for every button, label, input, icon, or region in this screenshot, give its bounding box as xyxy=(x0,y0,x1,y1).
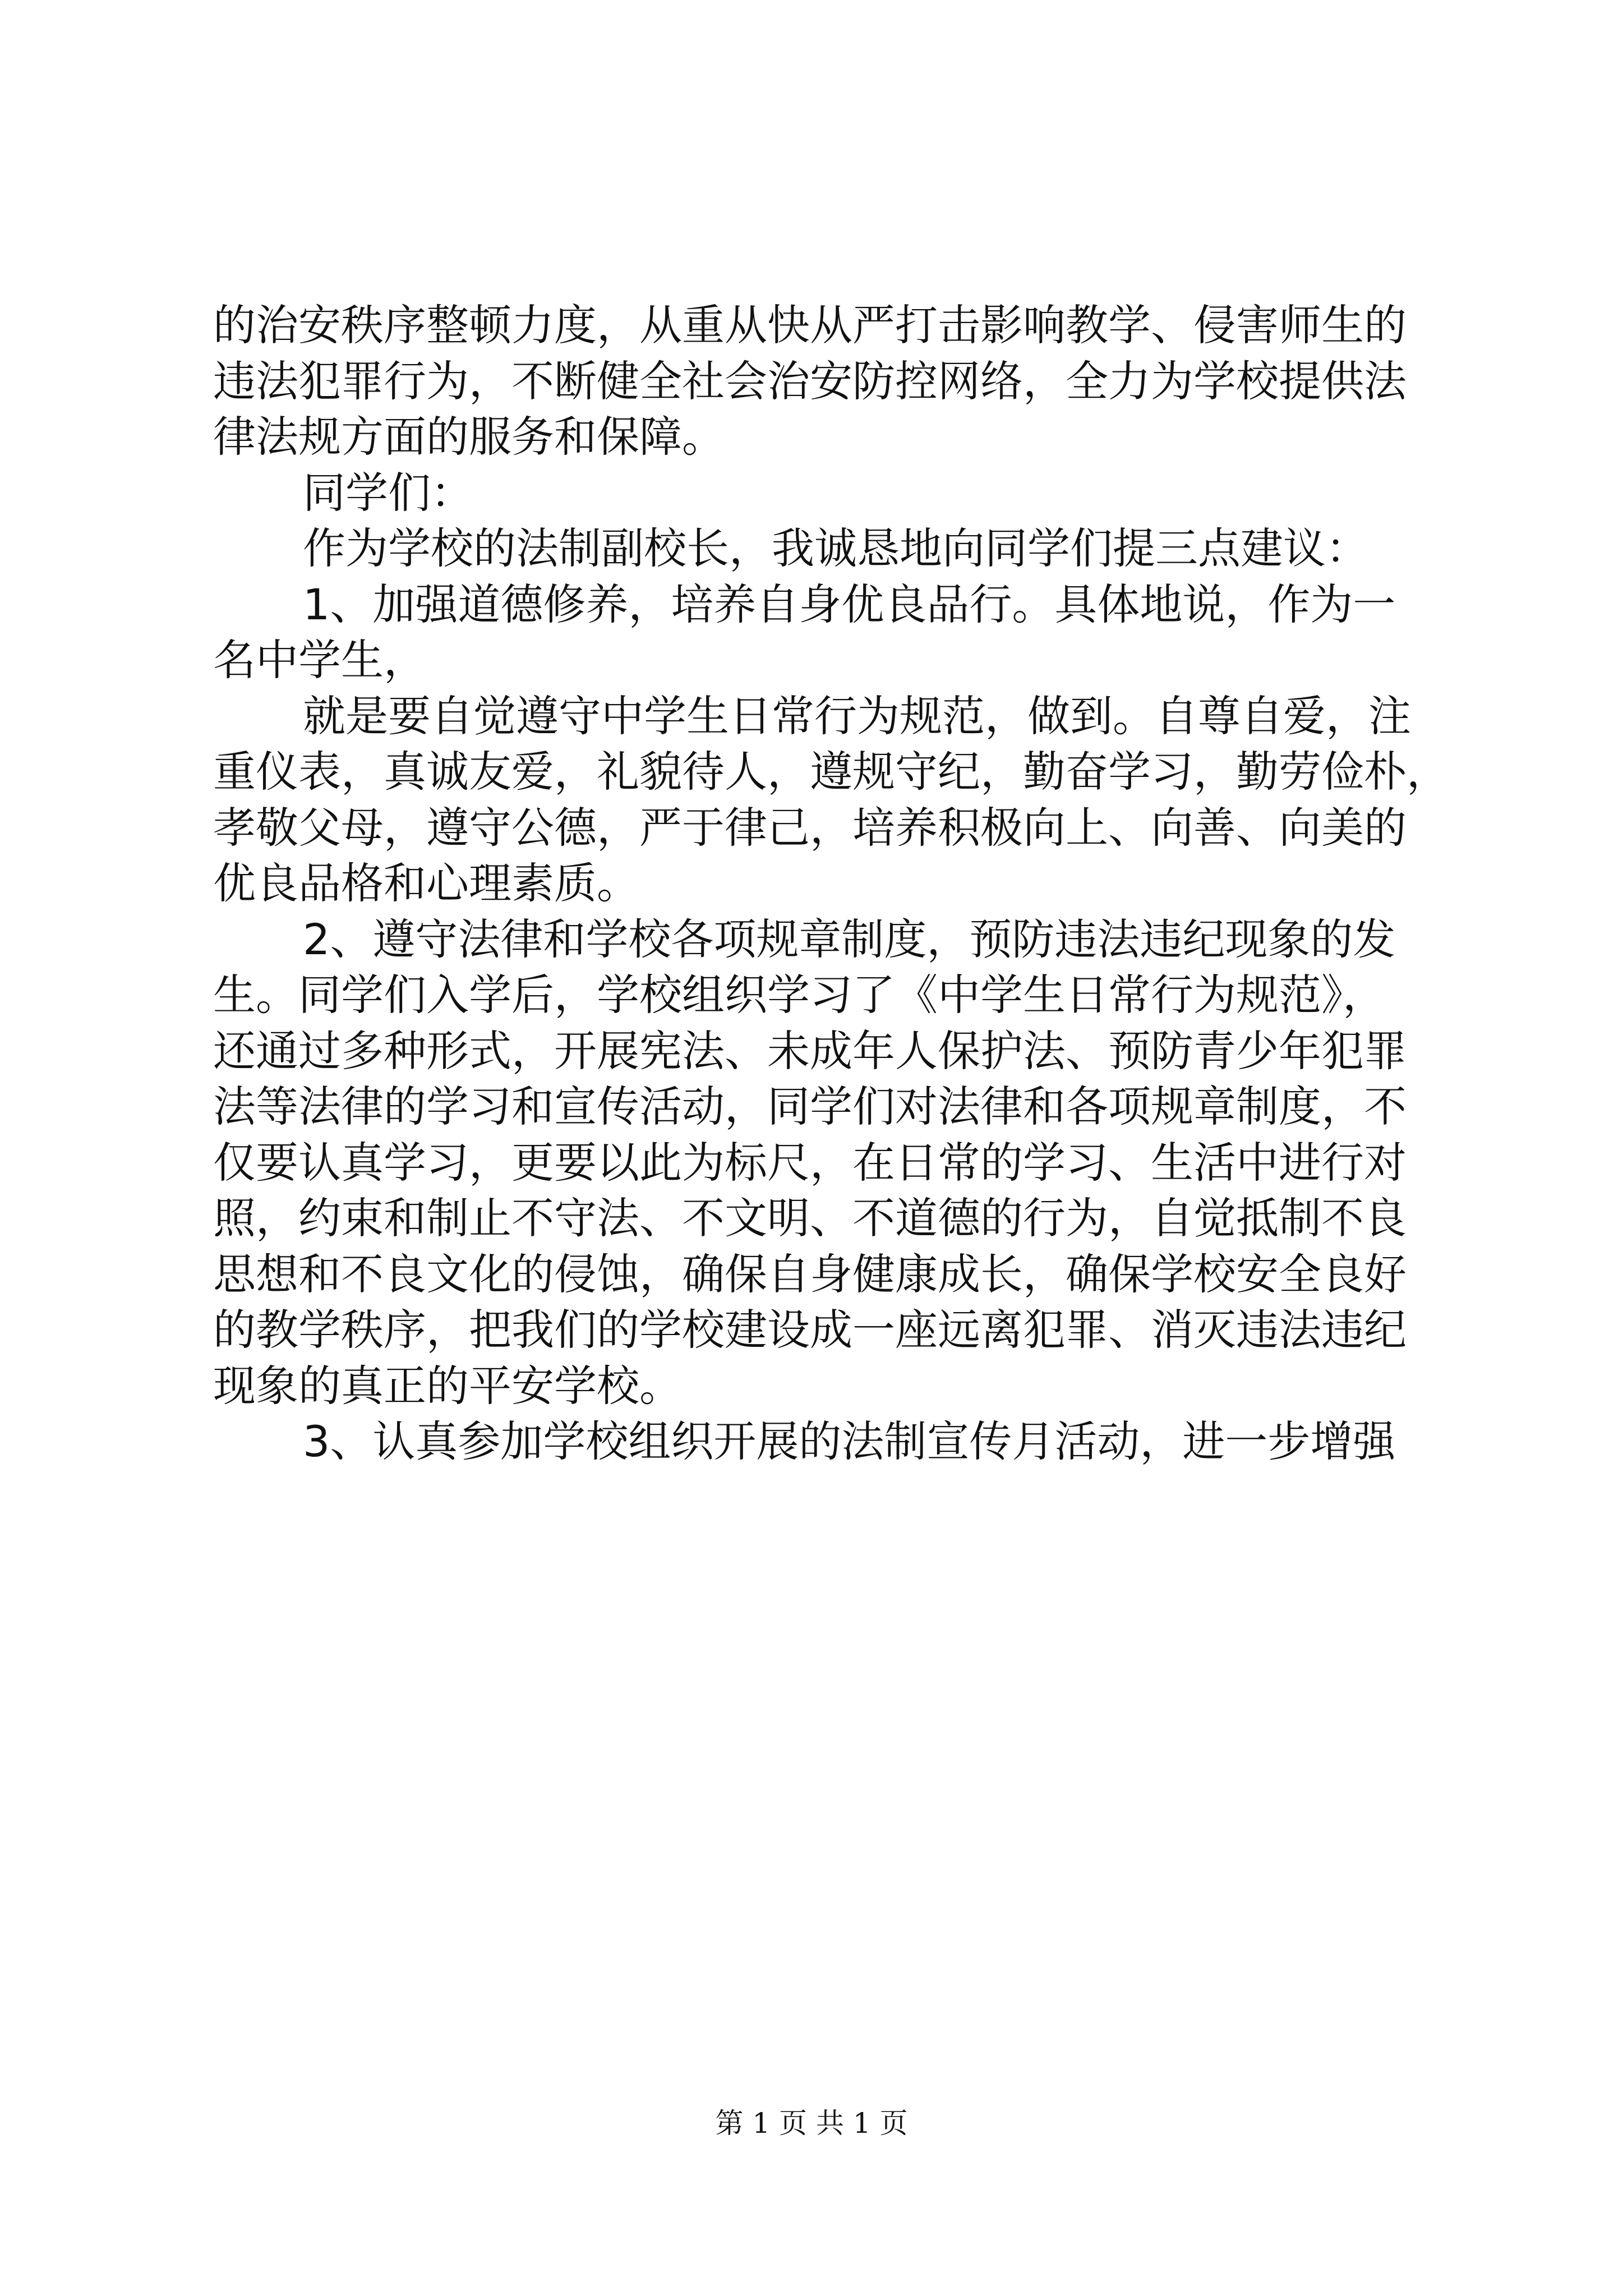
body-line: 律法规方面的服务和保障。 xyxy=(213,412,725,462)
body-line: 优良品格和心理素质。 xyxy=(213,858,639,908)
body-line: 名中学生， xyxy=(213,635,426,685)
body-line: 的治安秩序整顿力度，从重从快从严打击影响教学、侵害师生的 xyxy=(213,300,1407,350)
body-line: 现象的真正的平安学校。 xyxy=(213,1360,682,1411)
body-line: 仅要认真学习，更要以此为标尺，在日常的学习、生活中进行对 xyxy=(213,1137,1407,1188)
body-line: 3、认真参加学校组织开展的法制宣传月活动，进一步增强 xyxy=(303,1416,1396,1466)
page-footer: 第 1 页 共 1 页 xyxy=(715,2107,908,2139)
body-line: 思想和不良文化的侵蚀，确保自身健康成长，确保学校安全良好 xyxy=(213,1249,1407,1299)
body-line: 还通过多种形式，开展宪法、未成年人保护法、预防青少年犯罪 xyxy=(213,1025,1407,1076)
body-line: 同学们： xyxy=(303,467,473,518)
body-line: 作为学校的法制副校长，我诚恳地向同学们提三点建议： xyxy=(303,523,1368,573)
body-line: 1、加强道德修养，培养自身优良品行。具体地说，作为一 xyxy=(303,579,1396,629)
body-line: 违法犯罪行为，不断健全社会治安防控网络，全力为学校提供法 xyxy=(213,356,1407,406)
body-line: 就是要自觉遵守中学生日常行为规范，做到。自尊自爱，注 xyxy=(303,691,1411,741)
body-line: 照，约束和制止不守法、不文明、不道德的行为，自觉抵制不良 xyxy=(213,1193,1407,1243)
body-line: 生。同学们入学后，学校组织学习了《中学生日常行为规范》， xyxy=(213,970,1385,1020)
body-line: 的教学秩序，把我们的学校建设成一座远离犯罪、消灭违法违纪 xyxy=(213,1305,1407,1355)
body-line: 孝敬父母，遵守公德，严于律己，培养积极向上、向善、向美的 xyxy=(213,802,1407,853)
body-line: 2、遵守法律和学校各项规章制度，预防违法违纪现象的发 xyxy=(303,914,1396,964)
body-line: 法等法律的学习和宣传活动，同学们对法律和各项规章制度，不 xyxy=(213,1082,1407,1131)
document-body xyxy=(213,297,1449,1470)
body-line: 重仪表，真诚友爱，礼貌待人，遵规守纪，勤奋学习，勤劳俭朴， xyxy=(213,747,1449,797)
